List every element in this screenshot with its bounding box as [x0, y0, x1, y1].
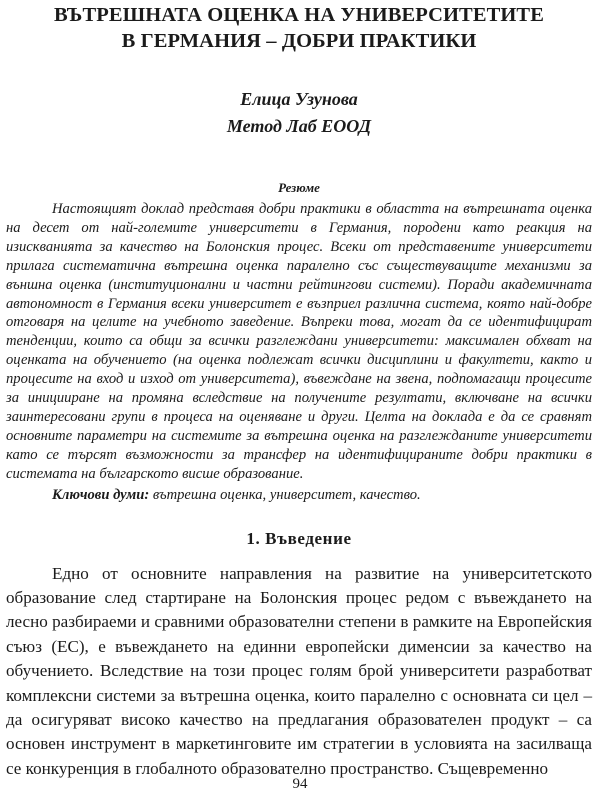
keywords-text: вътрешна оценка, университет, качество. — [149, 486, 421, 503]
keywords-label: Ключови думи: — [52, 486, 150, 503]
keywords — [6, 486, 592, 505]
section-body-text: Едно от основните направления на развитие на университетското образование след стартиране на Болонския процес редом с въвеждането на лесно разбираеми и сравними образователни степени в рамките на Европейския съюз (ЕС), е въвеждането на единни европейски дименсии за качество на обучението. Вследствие на този процес голям брой университети разработват комплексни системи за вътрешна оценка, които паралелно с основната си цел – да осигуряват високо качество на предлагания образователен продукт – са основен инструмент в маркетинговите им стратегии в условията на засилваща се конкуренция в глобалното образователно пространство. Същевременно — [6, 563, 592, 778]
abstract-heading: Резюме — [278, 180, 320, 195]
section-heading: 1. Въведение — [246, 528, 352, 548]
page-number: 94 — [292, 776, 308, 792]
author-affiliation: Метод Лаб ЕООД — [226, 116, 372, 136]
abstract-text: Настоящият доклад представя добри практики в областта на вътрешната оценка на десет от най-големите университети в Германия, породени като реакция на изискванията за качество на Болонския процес. Всеки от представените университети прилага систематична вътрешна оценка паралелно със съществуващите механизми за външна оценка (институционални и частни рейтингови системи). Поради академичната автономност в Германия всеки университет е възприел различна система, която най-добре отговаря на целите на учебното заведение. Въпреки това, могат да се идентифицират тенденции, които са общи за всички разглеждани университети: максимален обхват на оценката на обучението (на оценка подлежат всички дисциплини и факултети, както и процесите на вход и изход от университета), въвеждане на звена, подпомагащи процесите за иницииране на промяна вследствие на получените резултати, включване на всички заинтересовани групи в процеса на оценяване и други. Целта на доклада е да се сравнят основните параметри на системите за вътрешна оценка на разглежданите университети като се търсят възможности за трансфер на идентифицираните добри практики в системата на българското висше образование. — [6, 201, 592, 482]
paper-title-line-2: В ГЕРМАНИЯ – ДОБРИ ПРАКТИКИ — [121, 30, 477, 52]
paper-title — [6, 0, 592, 54]
author-name: Елица Узунова — [240, 89, 358, 109]
paper-title-line-1: ВЪТРЕШНАТА ОЦЕНКА НА УНИВЕРСИТЕТИТЕ — [54, 4, 544, 26]
